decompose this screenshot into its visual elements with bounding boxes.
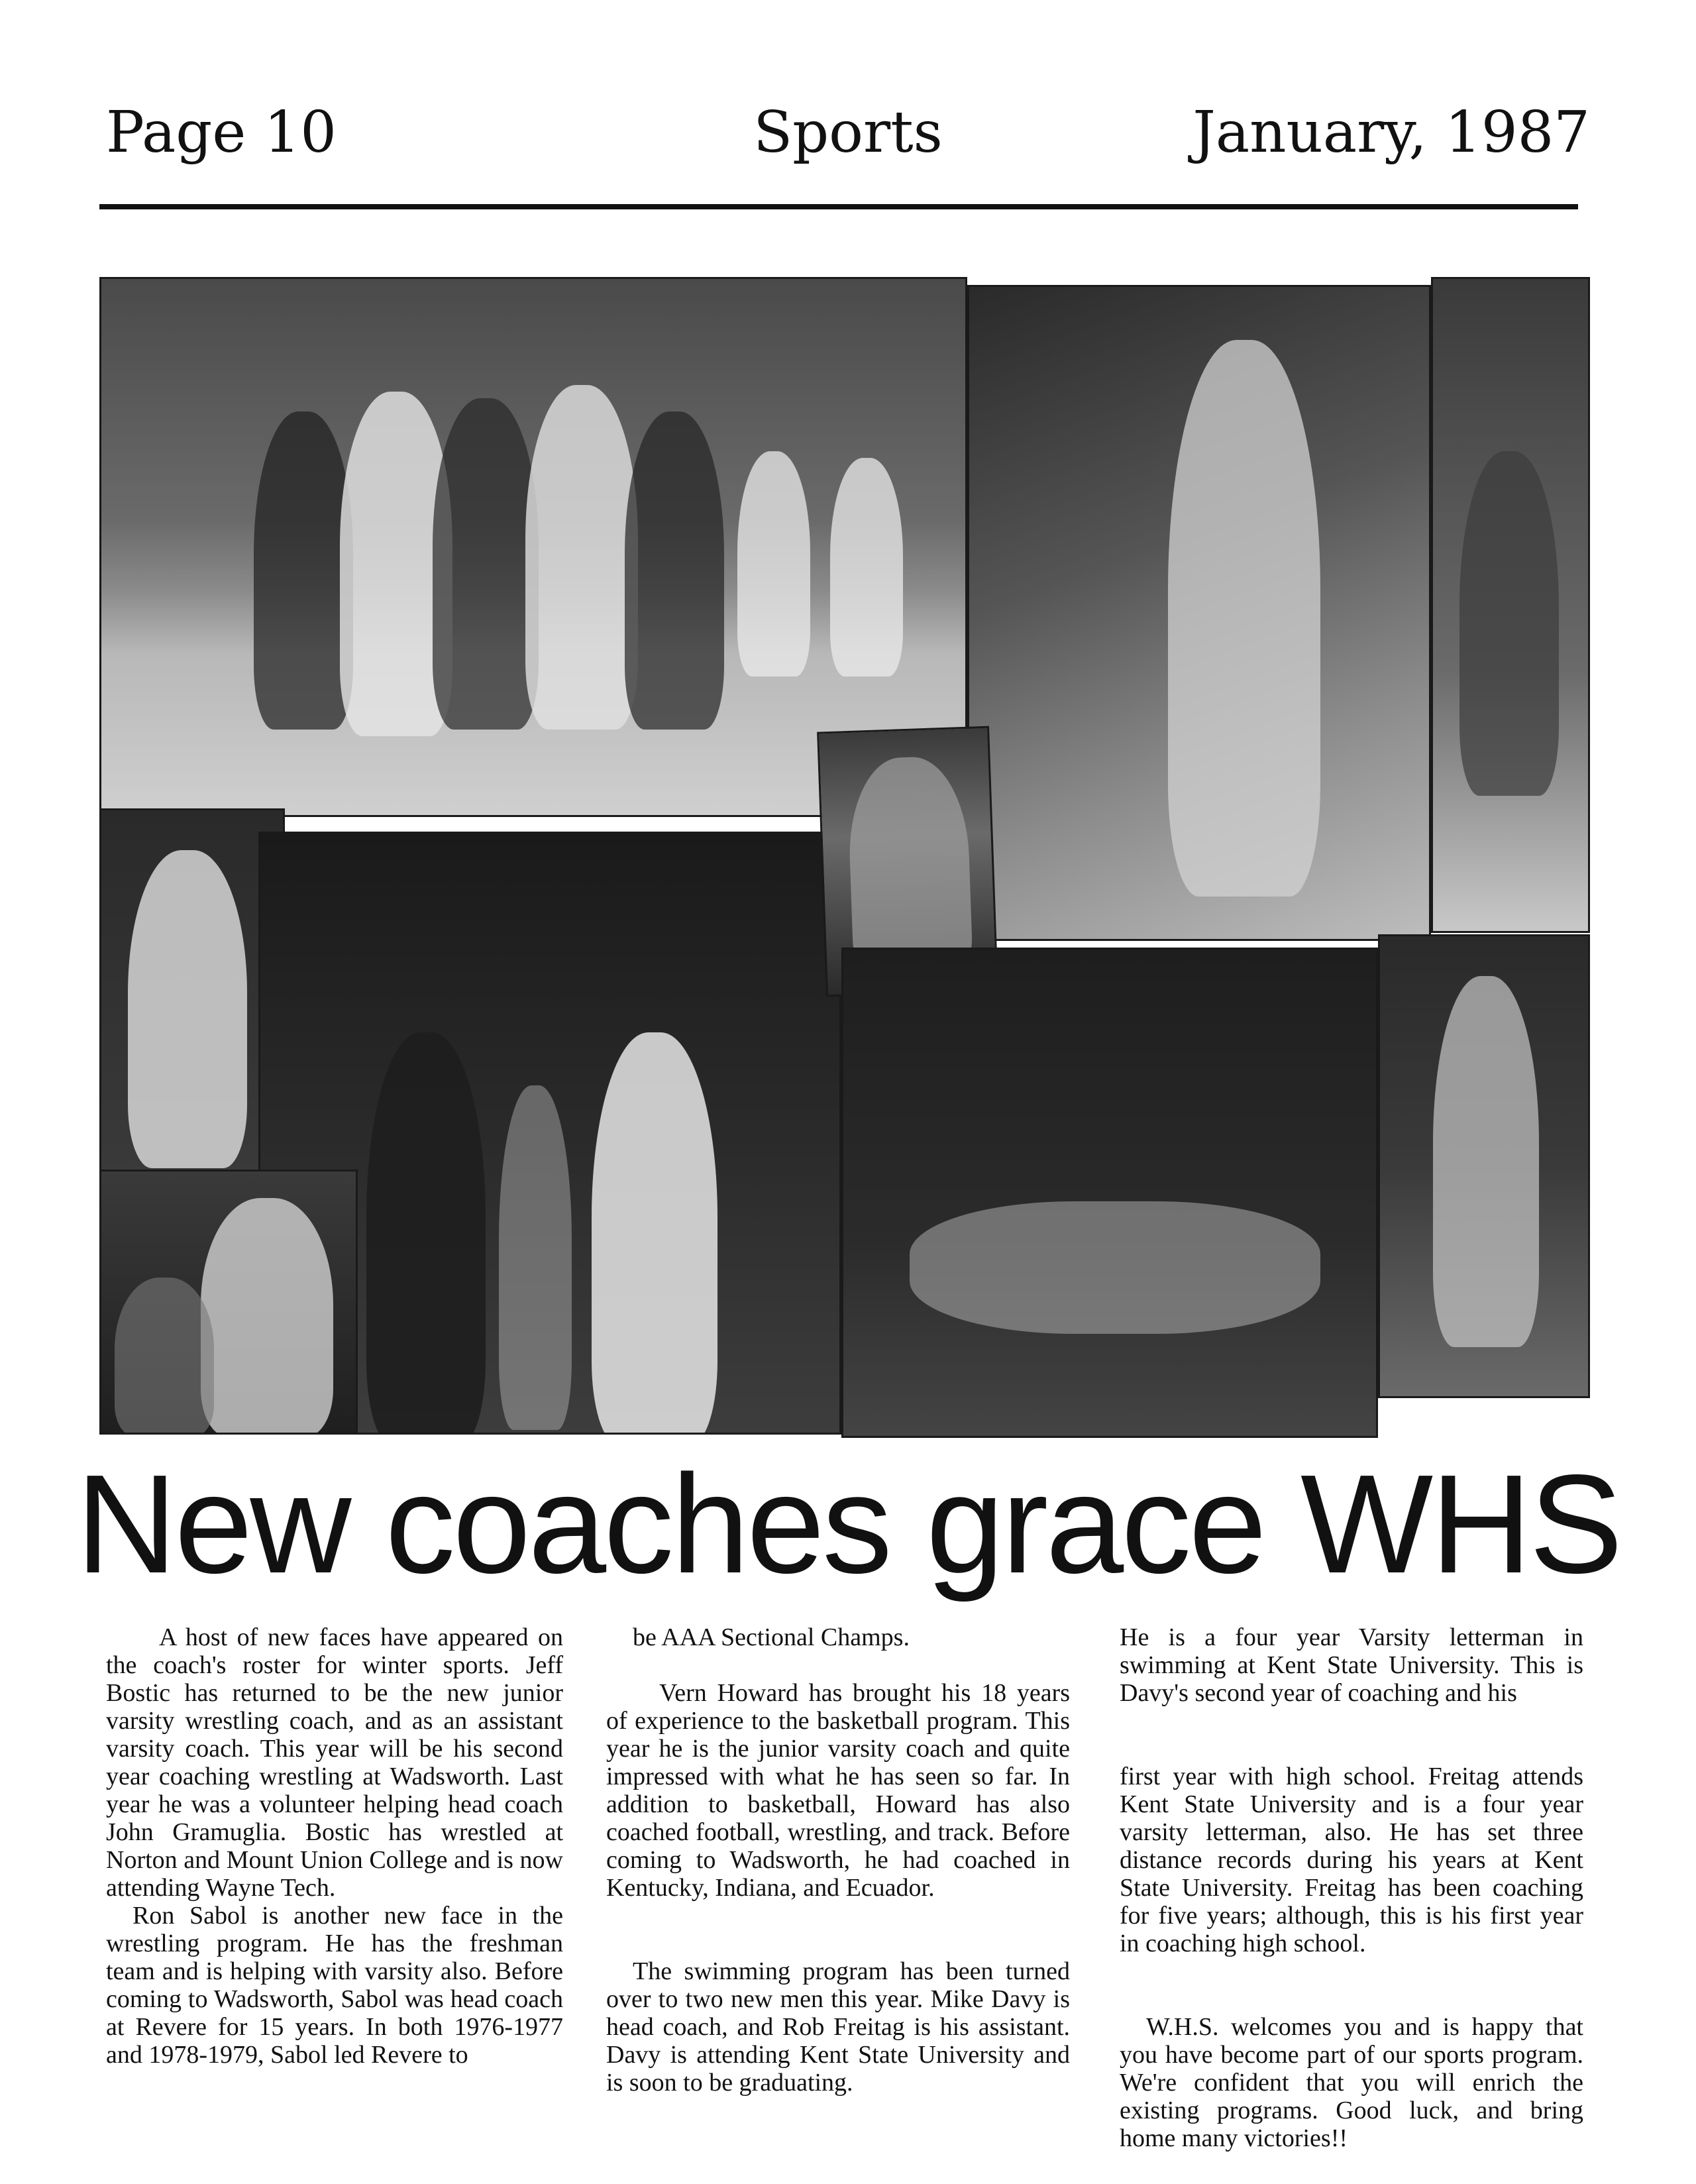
photo-spectators bbox=[1431, 277, 1590, 933]
article-paragraph: A host of new faces have appeared on the coach's roster for winter sports. Jeff Bostic has returned to be the new junior varsity wrestling coach, and as an assistant varsity coach. This year will be his second year coaching wrestling at Wadsworth. Last year he was a volunteer helping head coach John Gramuglia. Bostic has wrestled at Norton and Mount Union College and is now attending Wayne Tech. bbox=[106, 1623, 563, 1902]
photo-wrestlers bbox=[841, 948, 1378, 1438]
page-number: Page 10 bbox=[106, 99, 337, 166]
header-rule bbox=[99, 204, 1578, 209]
article-paragraph: He is a four year Varsity letterman in swimming at Kent State University. This is Davy's second year of coaching and his bbox=[1120, 1623, 1583, 1707]
article-paragraph: Vern Howard has brought his 18 years of experience to the basketball program. This year he is the junior varsity coach and quite impressed with what he has seen so far. In addition to basketball, Howard has also coached football, wrestling, and track. Before coming to Wadsworth, he had coached in Kentucky, Indiana, and Ecuador. bbox=[606, 1679, 1070, 1902]
article-paragraph: Ron Sabol is another new face in the wrestling program. He has the freshman team and is helping with varsity also. Before coming to Wadsworth, Sabol was head coach at Revere for 15 years. In both 1976-1977 and 1978-1979, Sabol led Revere to bbox=[106, 1902, 563, 2069]
photo-cross-country-runner bbox=[967, 285, 1431, 941]
photo-swimmer-diving bbox=[1378, 934, 1590, 1398]
article-paragraph: be AAA Sectional Champs. bbox=[633, 1623, 910, 1651]
article-column-1 bbox=[106, 1623, 563, 2069]
article-paragraph: W.H.S. welcomes you and is happy that you have become part of our sports program. We're confident that you will enrich the existing programs. Good luck, and bring home many victories!! bbox=[1120, 2013, 1583, 2152]
headline: New coaches grace WHS bbox=[76, 1445, 1620, 1602]
issue-date: January, 1987 bbox=[1192, 99, 1590, 166]
photo-coach-portrait bbox=[99, 808, 285, 1179]
article-paragraph: first year with high school. Freitag attends Kent State University and is a four year varsity letterman, also. He has set three distance records during his years at Kent State University. Freitag has been coaching for five years; although, this is his first year in coaching high school. bbox=[1120, 1763, 1583, 1957]
article-column-2 bbox=[606, 1623, 1070, 2097]
article-column-3 bbox=[1120, 1623, 1583, 2152]
photo-coaches-group bbox=[99, 1170, 358, 1435]
article-paragraph: The swimming program has been turned over to two new men this year. Mike Davy is head coach, and Rob Freitag is his assistant. Davy is attending Kent State University and is soon to be graduating. bbox=[606, 1957, 1070, 2097]
section-name: Sports bbox=[753, 99, 943, 166]
